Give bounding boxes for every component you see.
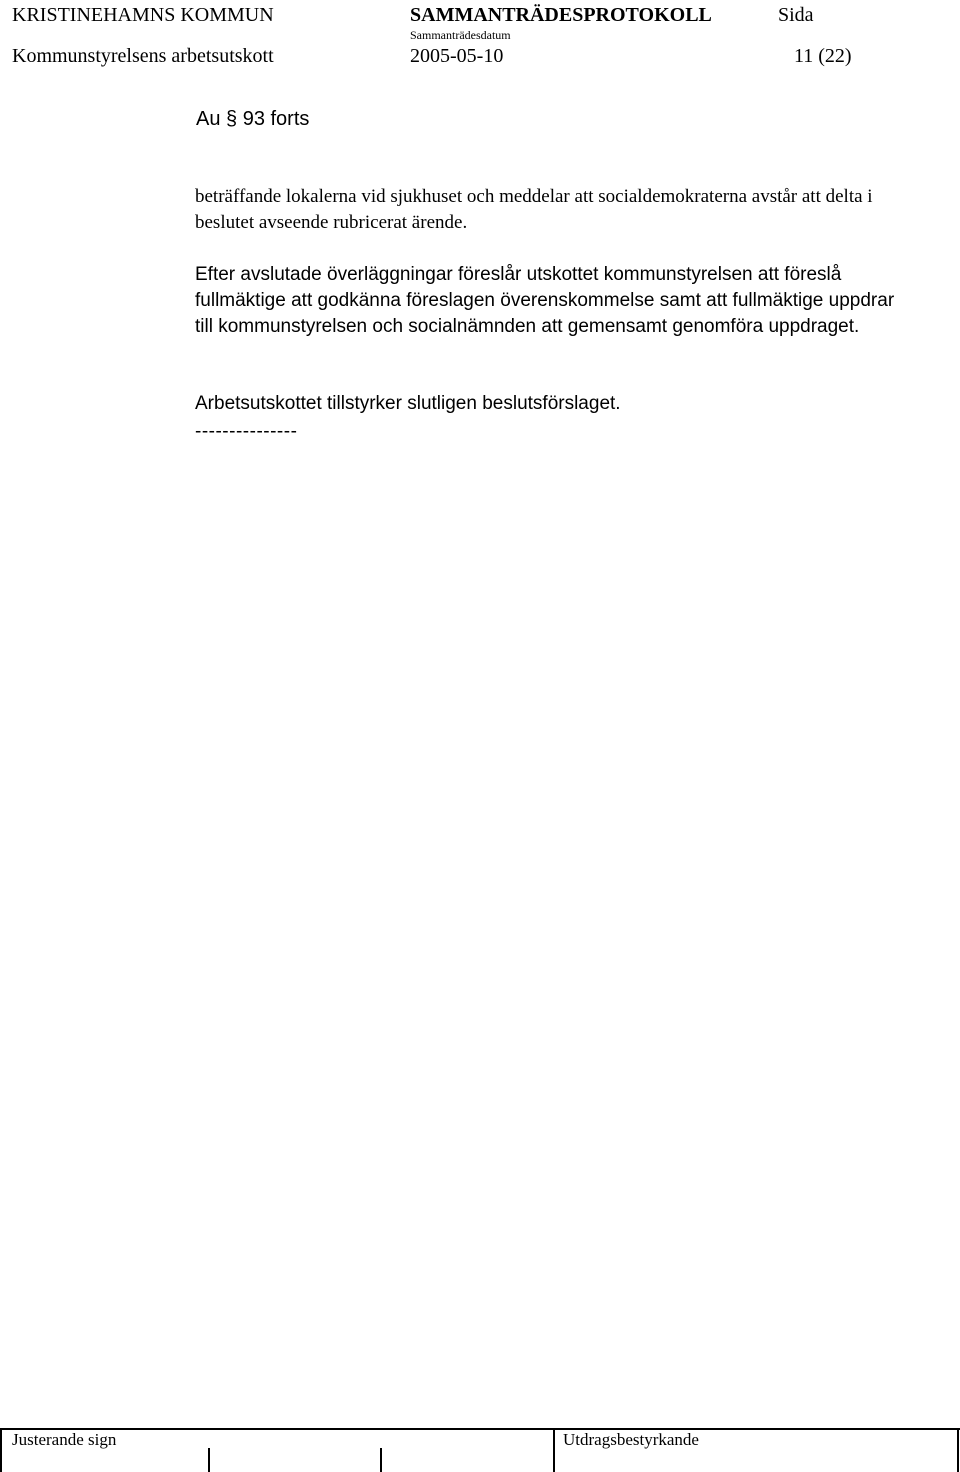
separator-dashes: ---------------: [195, 421, 298, 442]
footer-divider: [208, 1448, 210, 1472]
footer-divider: [957, 1428, 959, 1472]
document-title: SAMMANTRÄDESPROTOKOLL: [410, 4, 712, 26]
paragraph-1: beträffande lokalerna vid sjukhuset och meddelar att socialdemokraterna avstår att delta i beslutet avseende rubricerat ärende.: [195, 186, 873, 233]
page-number: 11 (22): [794, 45, 852, 67]
section-reference: Au § 93 forts: [196, 108, 310, 130]
footer-divider: [380, 1448, 382, 1472]
paragraph-3: Arbetsutskottet tillstyrker slutligen beslutsförslaget.: [195, 393, 621, 414]
certification-label: Utdragsbestyrkande: [563, 1430, 699, 1449]
page-label: Sida: [778, 4, 814, 26]
committee-name: Kommunstyrelsens arbetsutskott: [12, 45, 274, 67]
signature-label: Justerande sign: [12, 1430, 117, 1449]
organization-name: KRISTINEHAMNS KOMMUN: [12, 4, 274, 26]
paragraph-2: Efter avslutade överläggningar föreslår utskottet kommunstyrelsen att föreslå fullmäktige att godkänna föreslagen överenskommelse samt att fullmäktige uppdrar till kommunstyrelsen och socialnämnden att gemensamt genomföra uppdraget.: [195, 264, 895, 337]
footer-divider: [0, 1428, 2, 1472]
date-label: Sammanträdesdatum: [410, 28, 511, 42]
footer-divider: [553, 1428, 555, 1472]
footer-rule: [0, 1428, 960, 1430]
meeting-date: 2005-05-10: [410, 45, 504, 67]
